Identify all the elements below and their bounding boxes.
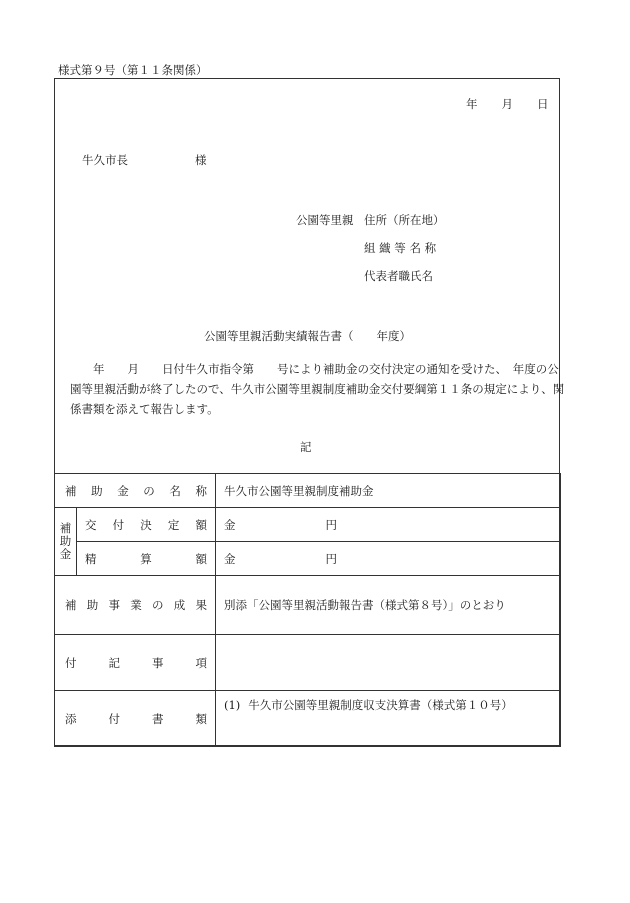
table-row-attachments <box>55 691 561 747</box>
notes-label: 付記事項 <box>55 635 216 691</box>
decision-amount-value[interactable]: 金 円 <box>216 508 561 542</box>
settlement-amount-label: 精算額 <box>77 542 216 576</box>
date-year: 年 <box>466 97 478 111</box>
table-row-results <box>55 576 561 635</box>
attachments-label: 添付書類 <box>55 691 216 747</box>
decision-amount-label: 交付決定額 <box>77 508 216 542</box>
body-line-2: 園等里親活動が終了したので、牛久市公園等里親制度補助金交付要綱第１１条の規定により、関 <box>70 382 565 396</box>
date-line <box>466 96 549 112</box>
date-month: 月 <box>501 97 513 111</box>
table-row-subsidy-name <box>55 474 561 508</box>
body-paragraph <box>70 359 565 419</box>
subsidy-name-label: 補助金の名称 <box>55 474 216 508</box>
addressee <box>82 152 207 168</box>
body-line-1: 年 月 日付牛久市指令第 号により補助金の交付決定の通知を受けた、 年度の公 <box>70 362 559 376</box>
results-value: 別添「公園等里親活動報告書（様式第８号）」のとおり <box>216 576 561 635</box>
notes-value[interactable] <box>216 635 561 691</box>
sender-representative: 代表者職氏名 <box>364 269 433 283</box>
addressee-honorific: 様 <box>195 153 207 167</box>
sender-address: 住所（所在地） <box>364 213 445 227</box>
subsidy-group-label: 補 助 金 <box>55 508 77 576</box>
report-table <box>54 473 561 747</box>
sender-organization: 組 織 等 名 称 <box>364 241 437 255</box>
table-row-decision-amount <box>55 508 561 542</box>
subsidy-name-value: 牛久市公園等里親制度補助金 <box>216 474 561 508</box>
sender-label: 公園等里親 <box>296 213 354 227</box>
document-title: 公園等里親活動実績報告書（ 年度） <box>204 329 411 343</box>
addressee-name: 牛久市長 <box>82 153 128 167</box>
form-number: 様式第９号（第１１条関係） <box>58 63 208 77</box>
table-row-notes <box>55 635 561 691</box>
attachments-value: (1) 牛久市公園等里親制度収支決算書（様式第１０号） <box>216 691 561 747</box>
results-label: 補助事業の成果 <box>55 576 216 635</box>
date-day: 日 <box>537 97 549 111</box>
table-row-settlement-amount <box>55 542 561 576</box>
ki-heading: 記 <box>300 440 312 454</box>
settlement-amount-value[interactable]: 金 円 <box>216 542 561 576</box>
body-line-3: 係書類を添えて報告します。 <box>70 402 219 416</box>
